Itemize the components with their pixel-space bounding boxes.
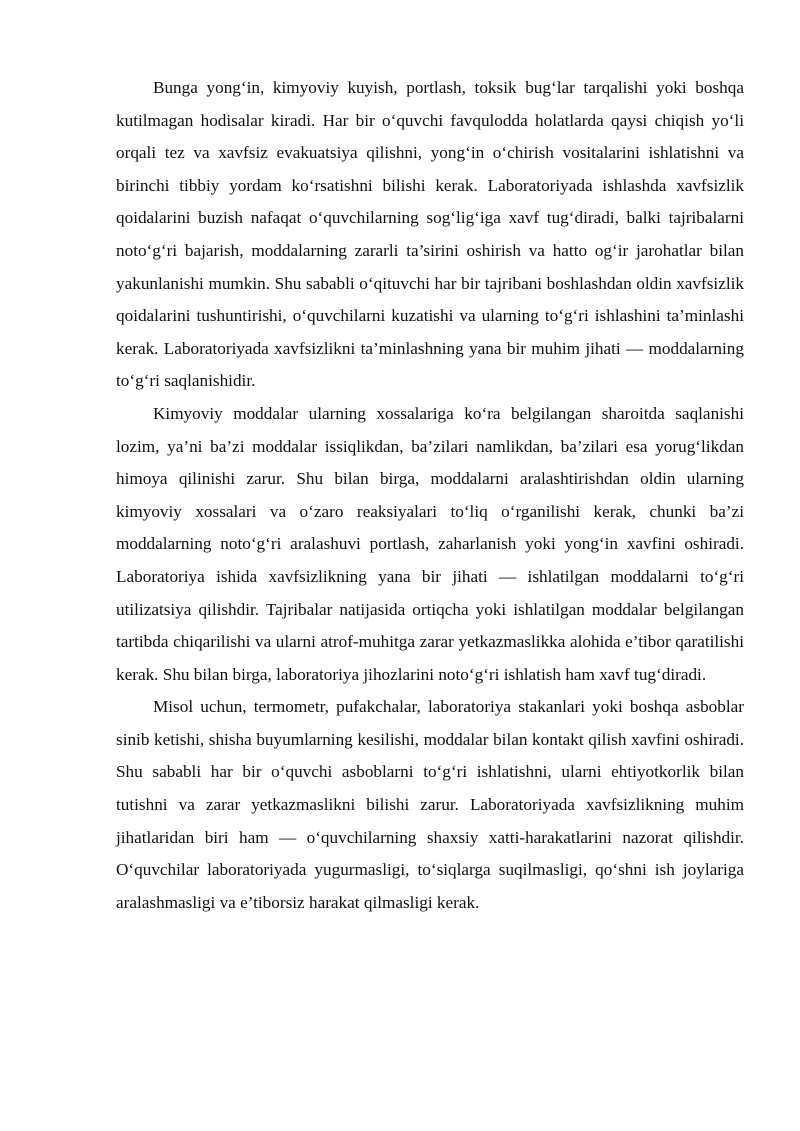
paragraph-3: Misol uchun, termometr, pufakchalar, laboratoriya stakanlari yoki boshqa asboblar sinib ketishi, shisha buyumlarning kesilishi, moddalar bilan kontakt qilish xavfini oshiradi. Shu sababli har bir o‘quvchi asboblarni to‘g‘ri ishlatishni, ularni ehtiyotkorlik bilan tutishni va zarar yetkazmaslikni bilishi zarur. Laboratoriyada xavfsizlikning muhim jihatlaridan biri ham — o‘quvchilarning shaxsiy xatti-harakatlarini nazorat qilishdir. O‘quvchilar laboratoriyada yugurmasligi, to‘siqlarga suqilmasligi, qo‘shni ish joylariga aralashmasligi va e’tiborsiz harakat qilmasligi kerak. <box>116 697 744 912</box>
paragraph-2: Kimyoviy moddalar ularning xossalariga ko‘ra belgilangan sharoitda saqlanishi lozim, ya’ni ba’zi moddalar issiqlikdan, ba’zilari namlikdan, ba’zilari esa yorug‘likdan himoya qilinishi zarur. Shu bilan birga, moddalarni aralashtirishdan oldin ularning kimyoviy xossalari va o‘zaro reaksiyalari to‘liq o‘rganilishi kerak, chunki ba’zi moddalarning noto‘g‘ri aralashuvi portlash, zaharlanish yoki yong‘in xavfini oshiradi. Laboratoriya ishida xavfsizlikning yana bir jihati — ishlatilgan moddalarni to‘g‘ri utilizatsiya qilishdir. Tajribalar natijasida ortiqcha yoki ishlatilgan moddalar belgilangan tartibda chiqarilishi va ularni atrof-muhitga zarar yetkazmaslikka alohida e’tibor qaratilishi kerak. Shu bilan birga, laboratoriya jihozlarini noto‘g‘ri ishlatish ham xavf tug‘diradi. <box>116 403 744 684</box>
paragraph-1: Bunga yong‘in, kimyoviy kuyish, portlash, toksik bug‘lar tarqalishi yoki boshqa kutilmagan hodisalar kiradi. Har bir o‘quvchi favqulodda holatlarda qaysi chiqish yo‘li orqali tez va xavfsiz evakuatsiya qilishni, yong‘in o‘chirish vositalarini ishlatishni va birinchi tibbiy yordam ko‘rsatishni bilishi kerak. Laboratoriyada ishlashda xavfsizlik qoidalarini buzish nafaqat o‘quvchilarning sog‘lig‘iga xavf tug‘diradi, balki tajribalarni noto‘g‘ri bajarish, moddalarning zararli ta’sirini oshirish va hatto og‘ir jarohatlar bilan yakunlanishi mumkin. Shu sababli o‘qituvchi har bir tajribani boshlashdan oldin xavfsizlik qoidalarini tushuntirishi, o‘quvchilarni kuzatishi va ularning to‘g‘ri ishlashini ta’minlashi kerak. Laboratoriyada xavfsizlikni ta’minlashning yana bir muhim jihati — moddalarning to‘g‘ri saqlanishidir. <box>116 78 744 391</box>
document-body <box>116 72 744 919</box>
